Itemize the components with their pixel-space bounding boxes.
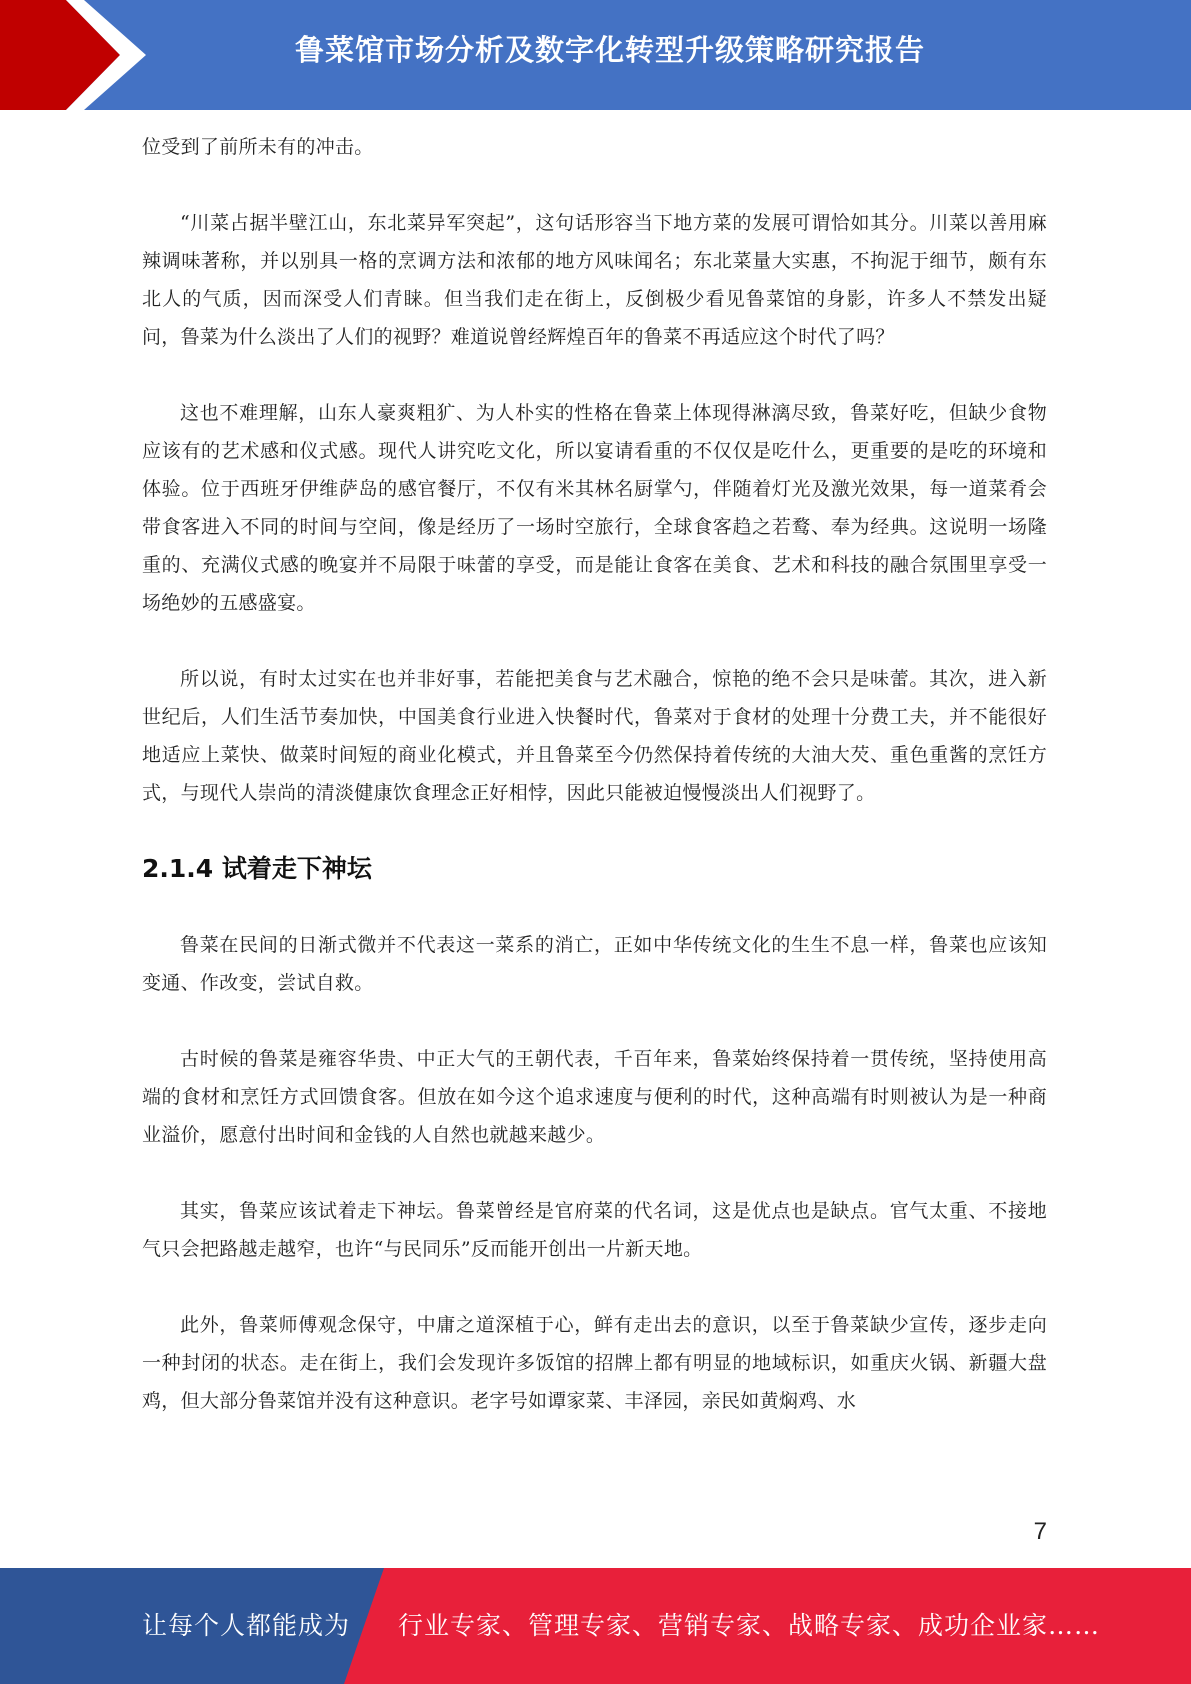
- paragraph: 这也不难理解，山东人豪爽粗犷、为人朴实的性格在鲁菜上体现得淋漓尽致，鲁菜好吃，但缺少食物应该有的艺术感和仪式感。现代人讲究吃文化，所以宴请看重的不仅仅是吃什么，更重要的是吃的环境和体验。位于西班牙伊维萨岛的感官餐厅，不仅有米其林名厨掌勺，伴随着灯光及激光效果，每一道菜肴会带食客进入不同的时间与空间，像是经历了一场时空旅行，全球食客趋之若鹜、奉为经典。这说明一场隆重的、充满仪式感的晚宴并不局限于味蕾的享受，而是能让食客在美食、艺术和科技的融合氛围里享受一场绝妙的五感盛宴。: [142, 402, 1047, 614]
- paragraph: 其实，鲁菜应该试着走下神坛。鲁菜曾经是官府菜的代名词，这是优点也是缺点。官气太重、不接地气只会把路越走越窄，也许“与民同乐”反而能开创出一片新天地。: [142, 1200, 1047, 1260]
- page-number: 7: [1033, 1518, 1047, 1545]
- paragraph: 鲁菜在民间的日渐式微并不代表这一菜系的消亡，正如中华传统文化的生生不息一样，鲁菜也应该知变通、作改变，尝试自救。: [142, 934, 1047, 994]
- page-footer: [0, 1568, 1191, 1684]
- paragraph: “川菜占据半壁江山，东北菜异军突起”，这句话形容当下地方菜的发展可谓恰如其分。川菜以善用麻辣调味著称，并以别具一格的烹调方法和浓郁的地方风味闻名；东北菜量大实惠，不拘泥于细节，颇有东北人的气质，因而深受人们青睐。但当我们走在街上，反倒极少看见鲁菜馆的身影，许多人不禁发出疑问，鲁菜为什么淡出了人们的视野？难道说曾经辉煌百年的鲁菜不再适应这个时代了吗？: [142, 212, 1047, 348]
- paragraph: 所以说，有时太过实在也并非好事，若能把美食与艺术融合，惊艳的绝不会只是味蕾。其次，进入新世纪后，人们生活节奏加快，中国美食行业进入快餐时代，鲁菜对于食材的处理十分费工夫，并不能很好地适应上菜快、做菜时间短的商业化模式，并且鲁菜至今仍然保持着传统的大油大芡、重色重酱的烹饪方式，与现代人崇尚的清淡健康饮食理念正好相悖，因此只能被迫慢慢淡出人们视野了。: [142, 668, 1047, 804]
- paragraph-continued: 位受到了前所未有的冲击。: [142, 136, 374, 158]
- paragraph: 此外，鲁菜师傅观念保守，中庸之道深植于心，鲜有走出去的意识，以至于鲁菜缺少宣传，逐步走向一种封闭的状态。走在街上，我们会发现许多饭馆的招牌上都有明显的地域标识，如重庆火锅、新疆大盘鸡，但大部分鲁菜馆并没有这种意识。老字号如谭家菜、丰泽园，亲民如黄焖鸡、水: [142, 1314, 1047, 1412]
- section-heading: 2.1.4 试着走下神坛: [142, 854, 372, 883]
- header-arrow-decoration: [0, 0, 160, 110]
- page-header: [0, 0, 1191, 110]
- footer-slogan-right: 行业专家、管理专家、营销专家、战略专家、成功企业家……: [398, 1611, 1101, 1640]
- report-title: 鲁菜馆市场分析及数字化转型升级策略研究报告: [294, 33, 925, 67]
- footer-slogan-left: 让每个人都能成为: [142, 1611, 351, 1640]
- paragraph: 古时候的鲁菜是雍容华贵、中正大气的王朝代表，千百年来，鲁菜始终保持着一贯传统，坚持使用高端的食材和烹饪方式回馈食客。但放在如今这个追求速度与便利的时代，这种高端有时则被认为是一种商业溢价，愿意付出时间和金钱的人自然也就越来越少。: [142, 1048, 1047, 1146]
- page-content: [142, 128, 1047, 1420]
